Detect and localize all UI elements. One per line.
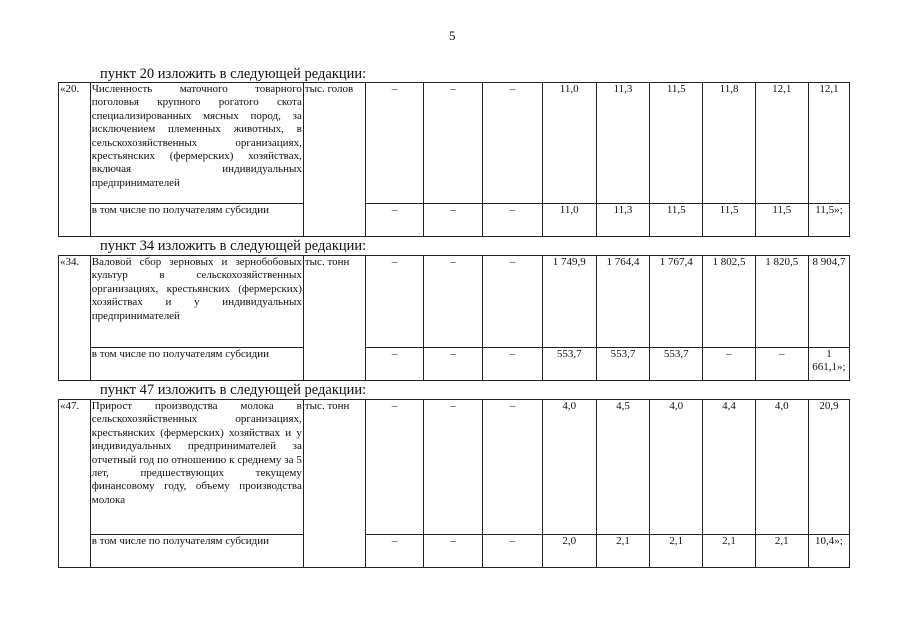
- subsidy-recipients-label: в том числе по получателям субсидии: [90, 535, 303, 568]
- value-cell: –: [483, 83, 542, 204]
- table-row: [59, 83, 850, 204]
- value-cell: –: [483, 348, 542, 381]
- table-row: [59, 400, 850, 535]
- table-row: [59, 535, 850, 568]
- value-cell: 12,1: [755, 83, 808, 204]
- table-row: [59, 256, 850, 348]
- section-heading-20: пункт 20 изложить в следующей редакции:: [100, 66, 367, 82]
- value-cell: 4,0: [650, 400, 703, 535]
- item-number: «20.: [59, 83, 91, 237]
- value-cell: –: [755, 348, 808, 381]
- value-cell: –: [423, 204, 482, 237]
- value-cell: –: [366, 83, 423, 204]
- value-cell: –: [423, 256, 482, 348]
- total-value-cell: 10,4»;: [808, 535, 849, 568]
- value-cell: 4,0: [755, 400, 808, 535]
- indicator-name: Численность маточного товарного поголовья крупного рогатого скота специализированных мясных пород, за исключением племенных животных, в сельскохозяйственных организациях, крестьянских (фермерских) хозяйствах, включая индивидуальных предпринимателей: [90, 83, 303, 204]
- table-row: [59, 348, 850, 381]
- value-cell: 2,1: [755, 535, 808, 568]
- value-cell: –: [366, 204, 423, 237]
- value-cell: 4,0: [542, 400, 596, 535]
- total-value-cell: 12,1: [808, 83, 849, 204]
- value-cell: –: [423, 348, 482, 381]
- unit-cell: тыс. тонн: [303, 400, 366, 568]
- value-cell: –: [423, 535, 482, 568]
- value-cell: 2,1: [596, 535, 649, 568]
- value-cell: –: [423, 83, 482, 204]
- section-heading-34: пункт 34 изложить в следующей редакции:: [100, 238, 367, 254]
- value-cell: 1 767,4: [650, 256, 703, 348]
- indicator-name: Валовой сбор зерновых и зернобобовых культур в сельскохозяйственных организациях, крестьянских (фермерских) хозяйствах и у индивидуальных предпринимателей: [90, 256, 303, 348]
- total-value-cell: 1 661,1»;: [808, 348, 849, 381]
- value-cell: 553,7: [542, 348, 596, 381]
- unit-cell: тыс. тонн: [303, 256, 366, 381]
- value-cell: –: [483, 535, 542, 568]
- table-item-47: [58, 399, 850, 568]
- item-number: «47.: [59, 400, 91, 568]
- item-number: «34.: [59, 256, 91, 381]
- total-value-cell: 20,9: [808, 400, 849, 535]
- section-heading-47: пункт 47 изложить в следующей редакции:: [100, 382, 367, 398]
- value-cell: 1 820,5: [755, 256, 808, 348]
- value-cell: 11,0: [542, 83, 596, 204]
- value-cell: 11,5: [650, 204, 703, 237]
- value-cell: 1 802,5: [703, 256, 755, 348]
- value-cell: –: [366, 400, 423, 535]
- value-cell: –: [366, 348, 423, 381]
- value-cell: –: [483, 256, 542, 348]
- table-item-20: [58, 82, 850, 237]
- value-cell: 2,0: [542, 535, 596, 568]
- value-cell: –: [366, 256, 423, 348]
- value-cell: 1 749,9: [542, 256, 596, 348]
- value-cell: –: [423, 400, 482, 535]
- subsidy-recipients-label: в том числе по получателям субсидии: [90, 348, 303, 381]
- value-cell: 11,3: [596, 204, 649, 237]
- indicator-name: Прирост производства молока в сельскохозяйственных организациях, крестьянских (фермерских) хозяйствах и у индивидуальных предпринимателей за отчетный год по отношению к среднему за 5 лет, предшествующих текущему финансовому году, объему производства молока: [90, 400, 303, 535]
- value-cell: 11,5: [650, 83, 703, 204]
- value-cell: –: [366, 535, 423, 568]
- table-row: [59, 204, 850, 237]
- value-cell: 4,4: [703, 400, 755, 535]
- value-cell: 553,7: [596, 348, 649, 381]
- value-cell: 11,5: [755, 204, 808, 237]
- total-value-cell: 11,5»;: [808, 204, 849, 237]
- value-cell: –: [703, 348, 755, 381]
- value-cell: 2,1: [650, 535, 703, 568]
- value-cell: 11,3: [596, 83, 649, 204]
- value-cell: 2,1: [703, 535, 755, 568]
- page-number: 5: [449, 28, 456, 43]
- unit-cell: тыс. голов: [303, 83, 366, 237]
- value-cell: 11,5: [703, 204, 755, 237]
- value-cell: –: [483, 400, 542, 535]
- value-cell: 4,5: [596, 400, 649, 535]
- value-cell: –: [483, 204, 542, 237]
- value-cell: 1 764,4: [596, 256, 649, 348]
- value-cell: 553,7: [650, 348, 703, 381]
- total-value-cell: 8 904,7: [808, 256, 849, 348]
- subsidy-recipients-label: в том числе по получателям субсидии: [90, 204, 303, 237]
- value-cell: 11,8: [703, 83, 755, 204]
- value-cell: 11,0: [542, 204, 596, 237]
- table-item-34: [58, 255, 850, 381]
